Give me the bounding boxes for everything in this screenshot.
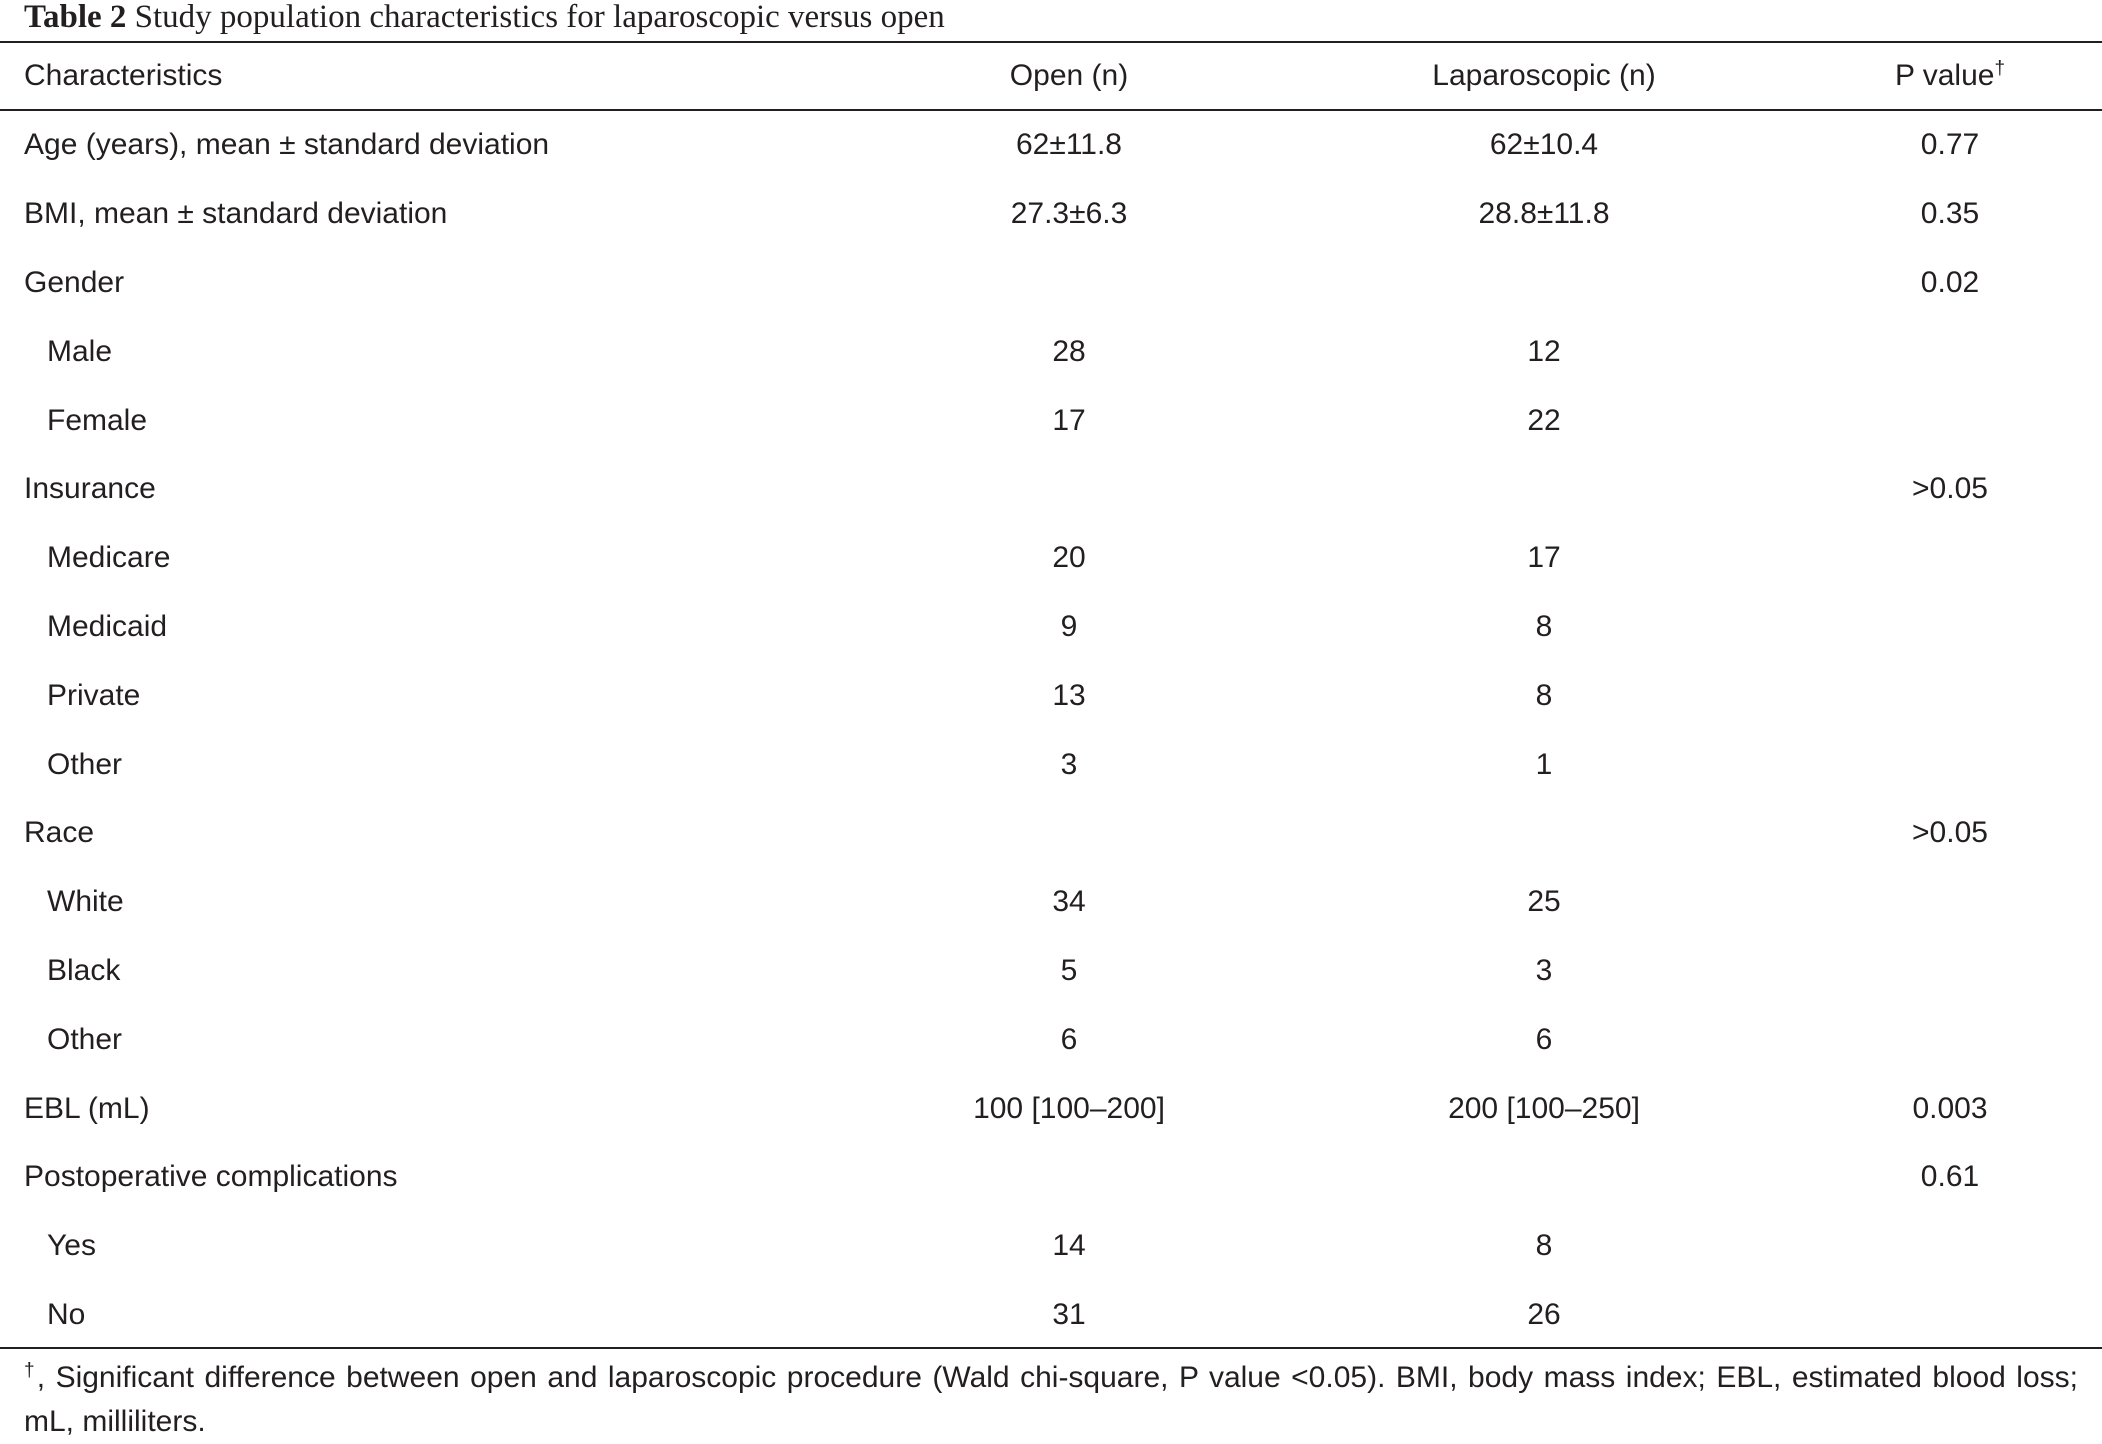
row-open-value: 5 (1060, 953, 1078, 987)
table-row (0, 937, 2102, 1006)
row-label: Other (47, 747, 123, 781)
row-laparoscopic-value: 8 (1535, 678, 1553, 712)
row-open-value: 100 [100–200] (973, 1091, 1165, 1125)
header-laparoscopic: Laparoscopic (n) (1432, 59, 1656, 92)
table-row (0, 799, 2102, 868)
row-p-value: 0.003 (1912, 1091, 1988, 1125)
row-label: EBL (mL) (24, 1091, 150, 1125)
row-open-value (824, 1143, 1314, 1212)
row-laparoscopic-value (1314, 249, 1774, 318)
row-open-value: 14 (1052, 1229, 1086, 1263)
row-label: Private (47, 678, 141, 712)
table-row (0, 180, 2102, 249)
row-label: Medicaid (47, 609, 168, 643)
row-label: Other (47, 1022, 123, 1056)
table-row (0, 1143, 2102, 1212)
table-caption-label: Table 2 (24, 0, 127, 35)
row-open-value: 27.3±6.3 (1010, 197, 1128, 231)
table-row (0, 524, 2102, 593)
table-caption (24, 0, 945, 38)
row-label: Male (47, 334, 113, 368)
row-open-value: 9 (1060, 609, 1078, 643)
row-open-value: 17 (1052, 403, 1086, 437)
table-caption-text: Study population characteristics for laparoscopic versus open (134, 0, 945, 35)
row-p-value: 0.77 (1920, 128, 1980, 162)
row-label: BMI, mean ± standard deviation (24, 197, 448, 231)
table-row (0, 249, 2102, 318)
row-p-value (1774, 593, 2102, 662)
table-row (0, 1005, 2102, 1074)
row-open-value: 62±11.8 (1016, 128, 1122, 162)
row-label: Age (years), mean ± standard deviation (24, 128, 550, 162)
row-laparoscopic-value: 200 [100–250] (1448, 1091, 1640, 1125)
row-laparoscopic-value: 22 (1527, 403, 1561, 437)
row-p-value (1774, 524, 2102, 593)
row-p-value (1774, 868, 2102, 937)
row-label: Gender (24, 265, 125, 299)
footnote-text: , Significant difference between open and laparoscopic procedure (Wald chi-square, P value <0.05). BMI, body mass index; EBL, estimated blood loss; mL, milliliters. (24, 1361, 2078, 1438)
row-p-value: >0.05 (1912, 472, 1988, 506)
row-laparoscopic-value: 28.8±11.8 (1478, 197, 1610, 231)
table-row (0, 317, 2102, 386)
row-laparoscopic-value (1314, 799, 1774, 868)
table-row (0, 1281, 2102, 1350)
row-open-value: 20 (1052, 541, 1086, 575)
row-label: Black (47, 953, 121, 987)
row-laparoscopic-value: 62±10.4 (1489, 128, 1599, 162)
row-p-value (1774, 661, 2102, 730)
header-p-value (1774, 43, 2102, 109)
header-row (0, 43, 2102, 109)
row-p-value (1774, 1212, 2102, 1281)
row-laparoscopic-value: 17 (1527, 541, 1561, 575)
row-p-value: 0.35 (1920, 197, 1980, 231)
row-laparoscopic-value: 6 (1535, 1022, 1553, 1056)
table-bottom-rule (0, 1347, 2102, 1349)
row-p-value (1774, 1005, 2102, 1074)
header-characteristics: Characteristics (24, 59, 223, 92)
row-laparoscopic-value: 26 (1527, 1297, 1561, 1331)
row-laparoscopic-value: 3 (1535, 953, 1553, 987)
row-label: Medicare (47, 541, 171, 575)
table-row (0, 386, 2102, 455)
header-p-value-label: P value (1894, 59, 1995, 92)
row-label: Race (24, 816, 95, 850)
row-open-value: 28 (1052, 334, 1086, 368)
row-p-value (1774, 1281, 2102, 1350)
table-row (0, 111, 2102, 180)
table-row (0, 730, 2102, 799)
row-open-value: 13 (1052, 678, 1086, 712)
footnote-dagger: † (24, 1360, 37, 1381)
header-open: Open (n) (1009, 59, 1129, 92)
table-row (0, 593, 2102, 662)
row-laparoscopic-value: 25 (1527, 885, 1561, 919)
row-p-value (1774, 317, 2102, 386)
row-laparoscopic-value: 8 (1535, 609, 1553, 643)
row-laparoscopic-value (1314, 455, 1774, 524)
row-open-value: 31 (1052, 1297, 1086, 1331)
table-row (0, 1074, 2102, 1143)
row-p-value: 0.02 (1920, 265, 1980, 299)
row-open-value (824, 799, 1314, 868)
table-row (0, 455, 2102, 524)
row-p-value: 0.61 (1920, 1160, 1980, 1194)
row-label: Insurance (24, 472, 156, 506)
row-laparoscopic-value: 8 (1535, 1229, 1553, 1263)
table-row (0, 868, 2102, 937)
row-open-value: 3 (1060, 747, 1078, 781)
table-body (0, 111, 2102, 1349)
row-label: Postoperative complications (24, 1160, 398, 1194)
row-open-value (824, 249, 1314, 318)
table-row (0, 1212, 2102, 1281)
row-label: Female (47, 403, 148, 437)
row-open-value (824, 455, 1314, 524)
row-label: No (47, 1297, 86, 1331)
row-label: White (47, 885, 124, 919)
row-label: Yes (47, 1229, 96, 1263)
header-p-value-dagger: † (1994, 58, 2006, 79)
row-open-value: 6 (1060, 1022, 1078, 1056)
row-laparoscopic-value (1314, 1143, 1774, 1212)
row-p-value (1774, 937, 2102, 1006)
row-laparoscopic-value: 1 (1535, 747, 1553, 781)
table-footnote (24, 1356, 2078, 1444)
row-laparoscopic-value: 12 (1527, 334, 1561, 368)
table-header (0, 43, 2102, 109)
table-row (0, 661, 2102, 730)
row-p-value (1774, 386, 2102, 455)
row-p-value: >0.05 (1912, 816, 1988, 850)
row-open-value: 34 (1052, 885, 1086, 919)
row-p-value (1774, 730, 2102, 799)
